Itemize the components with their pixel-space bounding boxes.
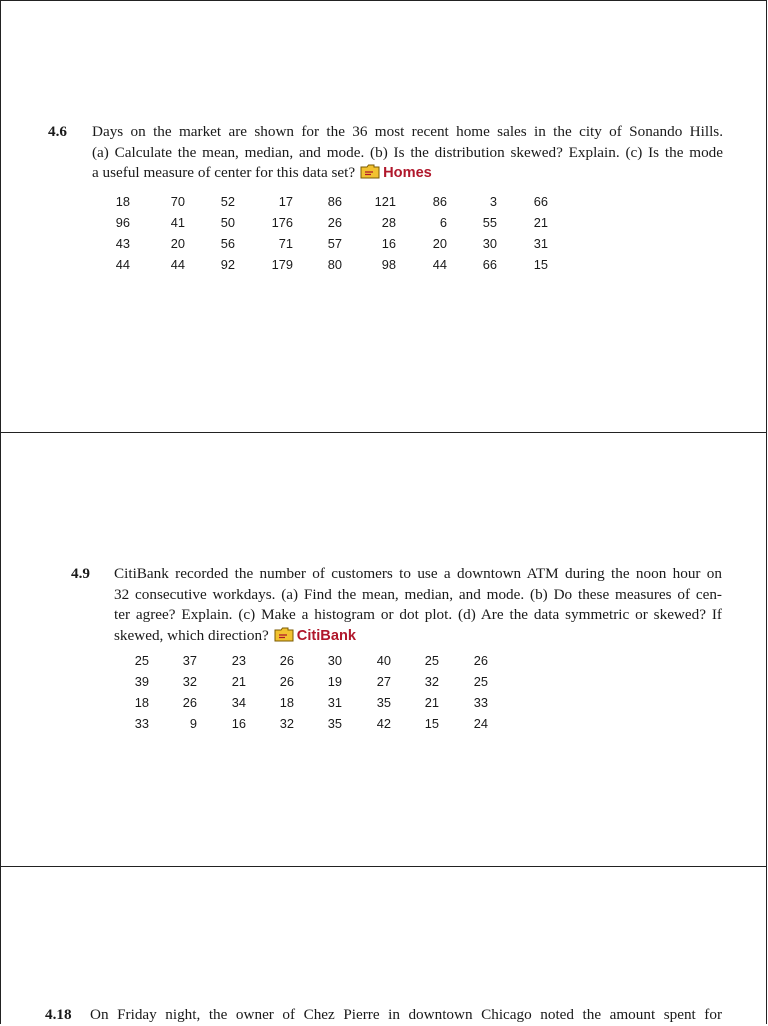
table-cell: 18	[134, 695, 149, 711]
table-cell: 33	[473, 695, 488, 711]
table-cell: 70	[170, 194, 185, 210]
table-cell: 16	[231, 716, 246, 732]
table-cell: 37	[182, 653, 197, 669]
table-cell: 33	[134, 716, 149, 732]
table-cell: 44	[115, 257, 130, 273]
table-cell: 92	[220, 257, 235, 273]
table-cell: 25	[424, 653, 439, 669]
table-cell: 50	[220, 215, 235, 231]
table-row	[108, 234, 548, 255]
table-cell: 32	[182, 674, 197, 690]
problem-4-6	[0, 122, 768, 282]
table-cell: 57	[327, 236, 342, 252]
problem-number: 4.6	[48, 123, 67, 140]
table-cell: 71	[278, 236, 293, 252]
table-cell: 32	[424, 674, 439, 690]
dataset-name: Homes	[383, 165, 432, 181]
table-cell: 86	[327, 194, 342, 210]
data-folder-icon	[274, 627, 294, 642]
problem-line: Days on the market are shown for the 36 most recent home sales in the city of Sonando Hills.	[92, 123, 723, 140]
problem-text	[90, 1005, 722, 1026]
table-cell: 30	[482, 236, 497, 252]
table-cell: 66	[533, 194, 548, 210]
table-cell: 28	[381, 215, 396, 231]
table-cell: 26	[327, 215, 342, 231]
table-cell: 23	[231, 653, 246, 669]
table-cell: 41	[170, 215, 185, 231]
table-cell: 19	[327, 674, 342, 690]
table-cell: 56	[220, 236, 235, 252]
problem-line: 32 consecutive workdays. (a) Find the mean, median, and mode. (b) Do these measures of cen-	[114, 585, 722, 603]
data-table-homes	[108, 192, 548, 276]
problem-text	[92, 122, 723, 184]
table-cell: 32	[279, 716, 294, 732]
table-cell: 86	[432, 194, 447, 210]
dataset-name: CitiBank	[296, 627, 356, 644]
data-folder-icon	[360, 164, 380, 179]
page-panel-3	[0, 866, 767, 1024]
table-cell: 80	[327, 257, 342, 273]
table-cell: 26	[279, 674, 294, 690]
table-cell: 25	[134, 653, 149, 669]
table-cell: 20	[170, 236, 185, 252]
table-cell: 26	[279, 653, 294, 669]
table-cell: 15	[424, 716, 439, 732]
table-cell: 31	[327, 695, 342, 711]
table-cell: 98	[381, 257, 396, 273]
data-table-citibank	[130, 651, 488, 735]
problem-4-9	[0, 564, 768, 744]
table-cell: 31	[533, 236, 548, 252]
table-cell: 18	[279, 695, 294, 711]
table-cell: 40	[376, 653, 391, 669]
table-cell: 24	[473, 716, 488, 732]
table-cell: 9	[189, 716, 197, 732]
problem-line: On Friday night, the owner of Chez Pierre in downtown Chicago noted the amount spent for	[90, 1006, 722, 1023]
table-cell: 16	[381, 236, 396, 252]
problem-line-text: skewed, which direction?	[114, 626, 269, 644]
problem-line: ter agree? Explain. (c) Make a histogram or dot plot. (d) Are the data symmetric or skewed? If	[114, 606, 722, 623]
problem-4-18	[0, 1005, 768, 1024]
problem-line: (a) Calculate the mean, median, and mode. (b) Is the distribution skewed? Explain. (c) Is the mode	[92, 143, 723, 161]
table-cell: 6	[439, 215, 447, 231]
table-row	[130, 714, 488, 735]
table-cell: 3	[489, 194, 497, 210]
table-cell: 30	[327, 653, 342, 669]
table-cell: 35	[376, 695, 391, 711]
table-cell: 55	[482, 215, 497, 231]
table-row	[108, 213, 548, 234]
table-row	[108, 255, 548, 276]
table-cell: 34	[231, 695, 246, 711]
table-cell: 66	[482, 257, 497, 273]
table-row	[130, 651, 488, 672]
table-cell: 20	[432, 236, 447, 252]
problem-number: 4.18	[45, 1006, 72, 1023]
problem-text	[114, 564, 722, 646]
table-cell: 21	[424, 695, 439, 711]
table-cell: 179	[271, 257, 293, 273]
table-cell: 121	[374, 194, 396, 210]
table-cell: 15	[533, 257, 548, 273]
problem-line-text: a useful measure of center for this data set?	[92, 164, 356, 181]
table-cell: 52	[220, 194, 235, 210]
table-cell: 26	[182, 695, 197, 711]
problem-line-last	[114, 626, 722, 647]
table-cell: 96	[115, 215, 130, 231]
table-cell: 21	[231, 674, 246, 690]
table-cell: 176	[271, 215, 293, 231]
table-cell: 26	[473, 653, 488, 669]
table-cell: 25	[473, 674, 488, 690]
problem-line: CitiBank recorded the number of customers to use a downtown ATM during the noon hour on	[114, 565, 722, 582]
table-cell: 44	[432, 257, 447, 273]
table-cell: 39	[134, 674, 149, 690]
table-cell: 42	[376, 716, 391, 732]
problem-number: 4.9	[71, 565, 90, 582]
table-cell: 43	[115, 236, 130, 252]
table-cell: 44	[170, 257, 185, 273]
table-cell: 17	[278, 194, 293, 210]
table-row	[108, 192, 548, 213]
table-cell: 27	[376, 674, 391, 690]
table-row	[130, 693, 488, 714]
table-cell: 21	[533, 215, 548, 231]
table-cell: 18	[115, 194, 130, 210]
problem-line-last	[92, 163, 723, 184]
table-cell: 35	[327, 716, 342, 732]
table-row	[130, 672, 488, 693]
